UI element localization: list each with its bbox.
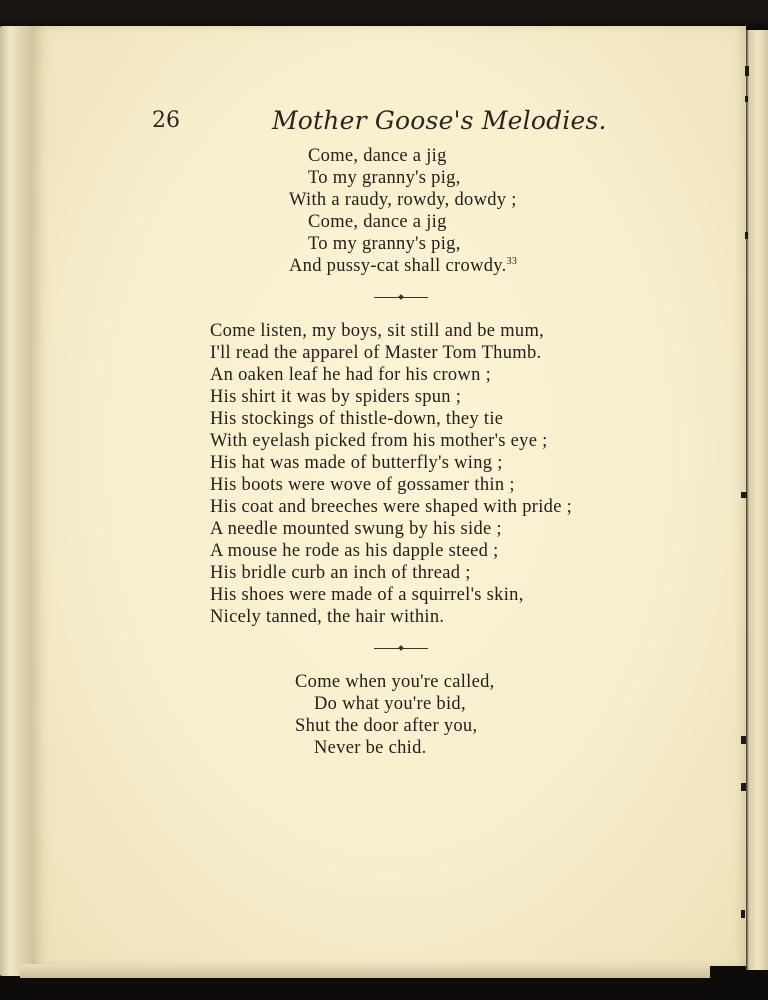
running-head-title: Mother Goose's Melodies.: [272, 106, 607, 135]
footnote-reference: 33: [506, 256, 518, 267]
poem-line: A needle mounted swung by his side ;: [210, 519, 502, 539]
poem-line: Do what you're bid,: [314, 694, 466, 714]
edge-mark: [745, 66, 749, 76]
book-cover-edge: [0, 26, 34, 976]
poem-line: His boots were wove of gossamer thin ;: [210, 475, 515, 495]
poem-line-with-footnote: [289, 256, 517, 277]
poem-line: Shut the door after you,: [295, 716, 478, 736]
edge-mark: [741, 736, 746, 744]
poem-line: His stockings of thistle-down, they tie: [210, 409, 504, 429]
poem-line: With eyelash picked from his mother's eye ;: [210, 431, 548, 451]
poem-line: I'll read the apparel of Master Tom Thumb.: [210, 343, 542, 363]
edge-mark: [741, 783, 746, 791]
section-divider: [374, 297, 428, 298]
poem-line: Come, dance a jig: [308, 146, 447, 166]
page-number: 26: [152, 108, 180, 133]
poem-line: A mouse he rode as his dapple steed ;: [210, 541, 499, 561]
poem-line: Never be chid.: [314, 738, 427, 758]
section-divider: [374, 648, 428, 649]
edge-mark: [741, 910, 745, 918]
page-bottom-edge: [20, 964, 710, 978]
poem-line: Nicely tanned, the hair within.: [210, 607, 445, 627]
poem-line: His shoes were made of a squirrel's skin,: [210, 585, 524, 605]
right-page-edge: [746, 30, 768, 970]
poem-line: Come when you're called,: [295, 672, 495, 692]
edge-mark: [745, 232, 748, 239]
book-page: [32, 26, 746, 966]
poem-line: To my granny's pig,: [308, 168, 461, 188]
poem-line: To my granny's pig,: [308, 234, 461, 254]
poem-line: His shirt it was by spiders spun ;: [210, 387, 462, 407]
poem-line: And pussy-cat shall crowdy.: [289, 256, 507, 276]
poem-line: His hat was made of butterfly's wing ;: [210, 453, 503, 473]
poem-line: His coat and breeches were shaped with pride ;: [210, 497, 573, 517]
edge-mark: [741, 492, 747, 498]
poem-line: With a raudy, rowdy, dowdy ;: [289, 190, 517, 210]
poem-line: Come, dance a jig: [308, 212, 447, 232]
poem-line: Come listen, my boys, sit still and be mum,: [210, 321, 545, 341]
poem-line: An oaken leaf he had for his crown ;: [210, 365, 492, 385]
edge-mark: [745, 96, 748, 102]
poem-line: His bridle curb an inch of thread ;: [210, 563, 471, 583]
